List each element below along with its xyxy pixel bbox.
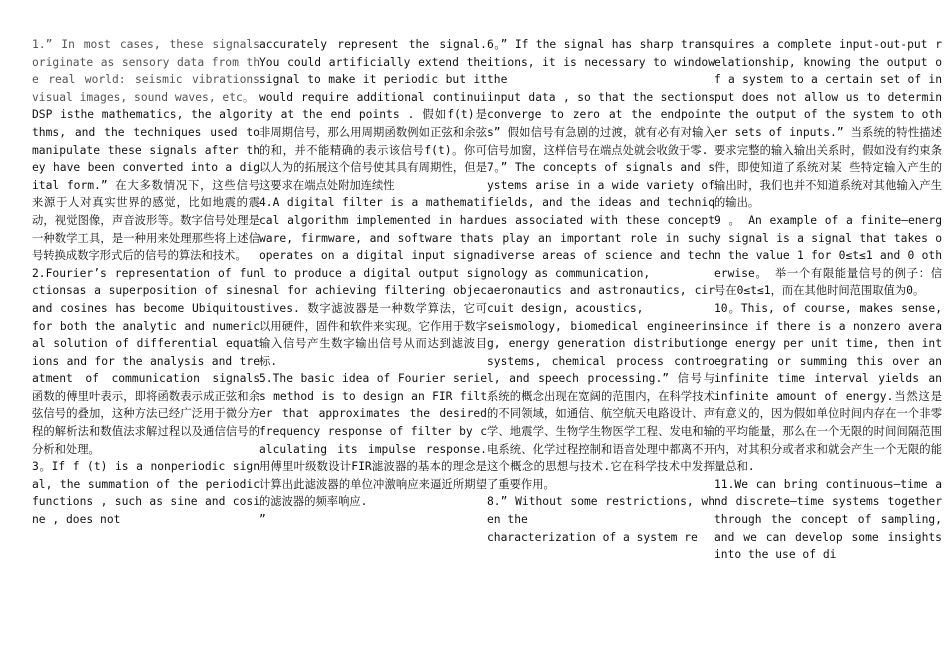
paragraph: 4.A digital filter is a mathematical algorithm implemented in hardware, firmware, and software that operates on a digital input signal to produce a digital output signal for achieving filtering objectives. 数字滤波器是一种数学算法，它可以用硬件，固件和软件来实现。它作用于数字输入信号产生数字输出信号从而达到滤波目标. — [259, 196, 487, 368]
paragraph: 9 。 An example of a finite—energy signal is a signal that takes on the value 1 for 0≤t≤1 and 0 otherwise。 举一个有限能量信号的例子：信号在0≤t≤1，而在其他时间范围取值为0。 — [714, 213, 942, 298]
paragraph: input data , so that the sections converge to zero at the endpoints” 假如信号有急剧的过渡，就有必有对输入信号加窗，这样信号在端点处就会收敛于零. — [487, 90, 715, 157]
paragraph: 7。” The concepts of signals and systems arise in a wide variety of fields, and the ideas and techniques associated with these concepts play an important role in such diverse areas of science and technology as communication, — [487, 161, 715, 280]
paragraph: 5.The basic idea of Fourier series method is to design an FIR filter that approximates the desired frequency response of filter by calculating its impulse response. 用傅里叶级数设计FIR滤波器的基本的理念是计算出此滤波器的单位冲激响应来逼近所期望的滤波器的频率响应. — [259, 372, 487, 509]
paragraph: 2.Fourier’s representation of functionsas a superposition of sines and cosines has become Ubiquitous for both the analytic and numerical solution of differential equations and for the analysis and treatment of communication signals 函数的傅里叶表示，即将函数表示成正弦和余弦信号的叠加，这种方法已经广泛用于微分方程的解析法和数值法求解过程以及通信信号的分析和处理。 — [32, 266, 260, 456]
paragraph: DSP isthe mathematics, the algorithms, and the techniques used to manipulate these signals after they have been converted into a digital form.” 在大多数情况下，这些信号来源于人对真实世界的感觉，比如地震的震动，视觉图像，声音波形等。数字信号处理是一种数学工具，是一种用来处理那些将上述信号转换成数字形式后的信号的算法和技术。 — [32, 108, 260, 263]
paragraph: aeronautics and astronautics, circuit design, acoustics, — [487, 284, 715, 315]
paragraph: 10。This, of course, makes sense, since if there is a nonzero average energy per unit time, then integrating or summing this over an infinite time interval yields an infinite amount of energy.当然这是有意义的，因为假如单位时间内存在一个非零的平均能量，那么在一个无限的时间间隔范围内，对其积分或者求和就会产生一个无限的能量总和. — [714, 301, 942, 474]
paragraph: 3。If f (t) is a nonperiodic signal, the summation of the periodic functions , such as sine and cosine , does not — [32, 460, 260, 527]
paragraph: accurately represent the signal. You could artificially extend the signal to make it periodic but it would require additional continuity at the end points . 假如f(t)是非周期信号，那么用周期函数例如正弦和余弦的和，并不能精确的表示该信号f(t)。你可以人为的拓展这个信号使其具有周期性，但是这要求在端点处附加连续性 — [259, 38, 487, 192]
text-column-1 — [32, 36, 260, 664]
text-column-2 — [259, 36, 487, 664]
paragraph: 11.We can bring continuous—time and discrete—time systems together through the concept of sampling, and we can develop some insights into the use of di — [714, 477, 942, 562]
text-column-4 — [714, 36, 942, 664]
text-column-3 — [487, 36, 715, 664]
paragraph: 6。” If the signal has sharp transitions, it is necessary to window the — [487, 38, 715, 87]
paragraph: ” — [259, 513, 266, 527]
paragraph: quires a complete input-out-put relationship, knowing the output of a system to a certain set of input does not allow us to determine the output of the system to other sets of inputs.” 当系统的特性描述要求完整的输入输出关系时，假如没有约束条件，即使知道了系统对某 些特定输入产生的输出时，我们也并不知道系统对其他输入产生的输出。 — [714, 38, 942, 210]
paragraph: 1.” In most cases, these signals originate as sensory data from the real world: seismic vibrations visual images, sound waves, etc。 — [32, 38, 260, 104]
paragraph: 8.” Without some restrictions, when the — [487, 495, 715, 527]
paragraph: seismology, biomedical engineering, energy generation distribution systems, chemical process control, and speech processing.” 信号与系统的概念出现在宽阔的范围内，在科学技术的不同领域，如通信、航空航天电路设计、声学、地震学、生物学生物医学工程、发电和输电系统、化学过程控制和语音处理中都离不开这个概念的思想与技术.它在科学技术中发挥了重要作用。 — [487, 319, 715, 491]
paragraph: characterization of a system re — [487, 530, 698, 544]
